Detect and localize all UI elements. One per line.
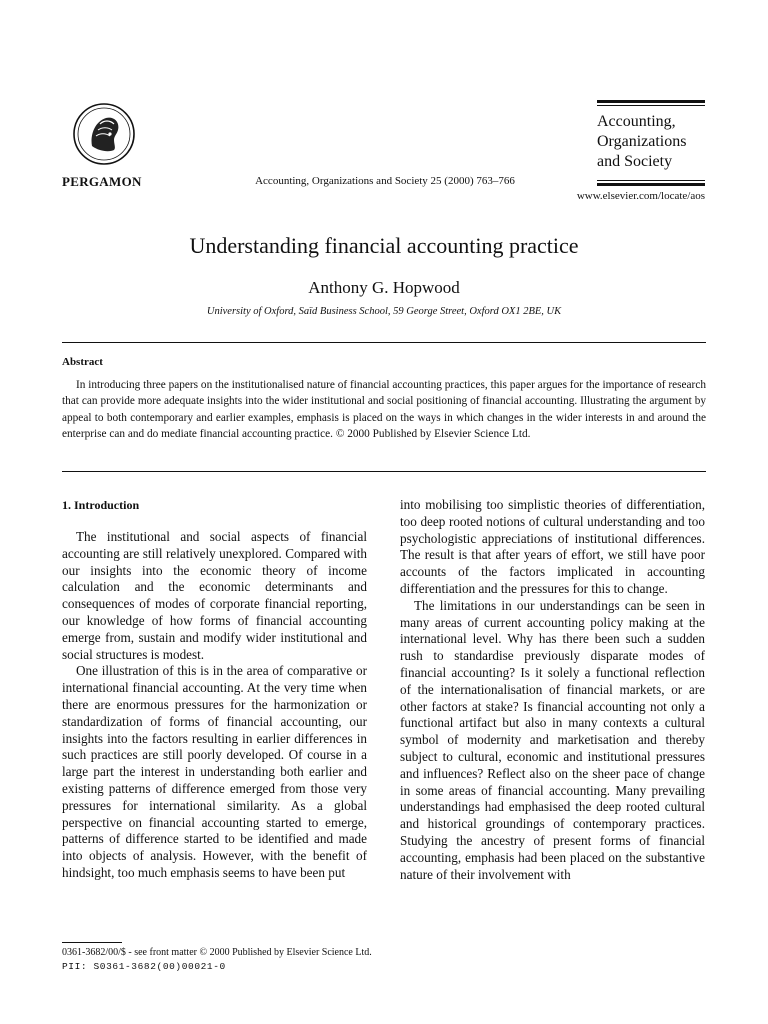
body-paragraph: The institutional and social aspects of financial accounting are still relatively unexplored. Compared with our insights into the economic theory of income calculation and the economic determinants and consequences of modes of corporate financial reporting, our knowledge of how forms of financial accounting emerge from, sustain and modify wider institutional and social structures is modest.	[62, 529, 367, 662]
abstract-text: In introducing three papers on the institutionalised nature of financial accounting practices, this paper argues for the importance of research that can provide more adequate insights into the wider institutional and social positioning of financial accounting. Illustrating the argument by appeal to both contemporary and earlier examples, emphasis is placed on the ways in which changes in the wider interests in and around the enterprise can and do mediate financial accounting practice. © 2000 Published by Elsevier Science Ltd.	[62, 379, 706, 441]
journal-title-line: Organizations	[597, 133, 687, 150]
article-title: Understanding financial accounting practice	[189, 233, 579, 258]
body-paragraph: One illustration of this is in the area of comparative or international financial accounting. At the very time when there are enormous pressures for the harmonization or standardization of forms of financial accounting, our insights into the factors resulting in earlier differences in such practices are still poorly developed. Of course in a large part the interest in understanding both earlier and existing patterns of difference emerged from those very pressures for international similarity. As a global perspective on financial accounting started to emerge, patterns of difference started to be identified and made into objects of analysis. However, with the benefit of hindsight, too much emphasis seems to have been put	[62, 663, 367, 880]
journal-title-line: and Society	[597, 153, 673, 170]
divider	[62, 471, 706, 472]
abstract-heading: Abstract	[62, 356, 103, 368]
footnote-rule	[62, 942, 122, 943]
journal-title	[597, 106, 705, 176]
article-author: Anthony G. Hopwood	[308, 278, 460, 297]
copyright-footer	[62, 946, 372, 974]
section-heading: 1. Introduction	[62, 498, 140, 512]
body-column-right	[400, 497, 705, 883]
body-paragraph: into mobilising too simplistic theories of differentiation, too deep rooted notions of cultural understanding and too psychologistic appreciations of institutional differences. The result is that after years of effort, we still have poor accounts of the factors implicated in accounting differentiation and the pressures for this to change.	[400, 497, 705, 596]
body-column-left	[62, 497, 367, 882]
divider	[62, 342, 706, 343]
journal-title-box	[597, 100, 705, 186]
pii-line: PII: S0361-3682(00)00021-0	[62, 961, 226, 972]
copyright-line: 0361-3682/00/$ - see front matter © 2000 Published by Elsevier Science Ltd.	[62, 947, 372, 958]
pergamon-athena-head-icon	[70, 100, 138, 168]
body-paragraph: The limitations in our understandings can be seen in many areas of current accounting policy making at the international level. Why has there been such a sudden rush to standardise previously disparate modes of financial accounting? Is it solely a functional reflection of the internationalisation of financial markets, or are other factors at stake? Is financial accounting not only a functional artifact but also in many contexts a cultural symbol of modernity and marketisation and thereby subject to cultural, economic and institutional pressures and influences? Reflect also on the sheer pace of change in some areas of financial accounting. Many prevailing understandings had emphasised the deep rooted cultural and historical groundings of contemporary practices. Studying the ancestry of present forms of financial accounting, emphasis had been placed on the substantive nature of their involvement with	[400, 597, 705, 882]
journal-url-link[interactable]: www.elsevier.com/locate/aos	[576, 190, 705, 202]
journal-title-line: Accounting,	[597, 113, 676, 130]
publisher-name: PERGAMON	[62, 174, 142, 189]
author-affiliation: University of Oxford, Saïd Business School, 59 George Street, Oxford OX1 2BE, UK	[206, 306, 562, 317]
journal-reference: Accounting, Organizations and Society 25 (2000) 763–766	[255, 175, 515, 187]
